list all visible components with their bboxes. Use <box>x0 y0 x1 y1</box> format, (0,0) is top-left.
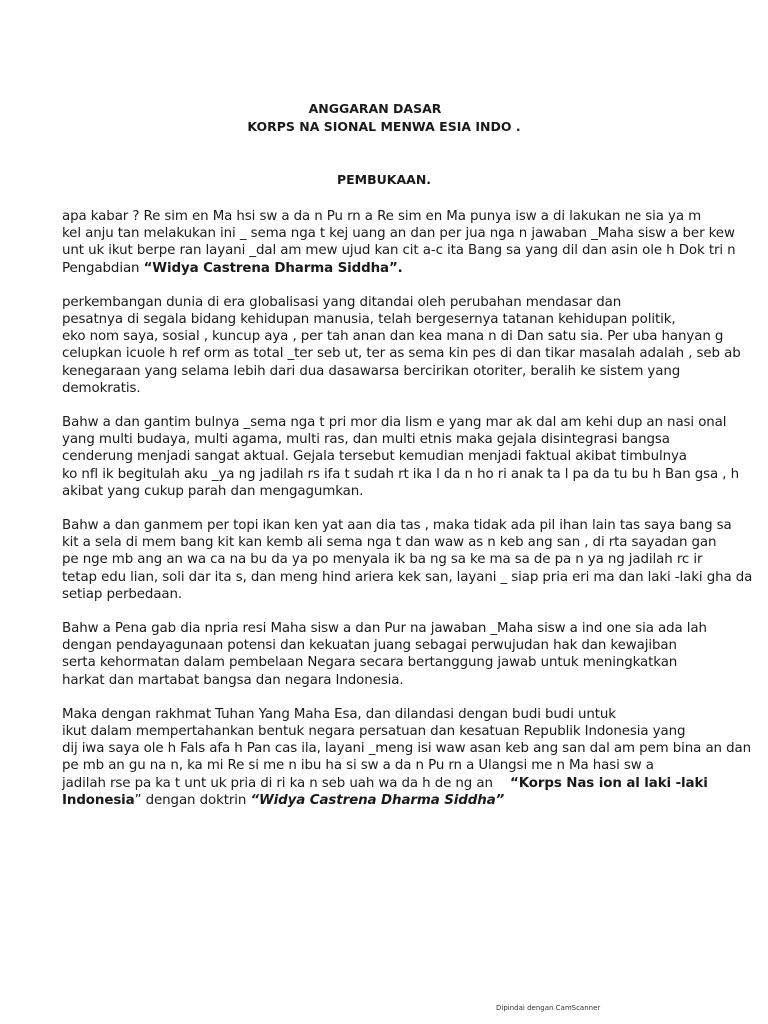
text-line <box>62 792 768 809</box>
text-line: tetap edu lian, soli dar ita s, dan meng hind ariera kek san, layani _ siap pria eri ma dan laki -laki gha da <box>62 569 753 585</box>
title-line-1: ANGGARAN DASAR <box>308 101 442 116</box>
section-heading: PEMBUKAAN. <box>336 172 432 187</box>
paragraph-3 <box>62 414 768 500</box>
document-body <box>62 208 768 826</box>
text-fragment: Pengabdian <box>62 260 144 276</box>
text-line: ko nfl ik begitulah aku _ya ng jadilah rs ifa t sudah rt ika l da n ho ri anak ta l pa da tu bu h Ban gsa , h <box>62 466 739 482</box>
text-line: dengan pendayagunaan potensi dan kekuatan juang sebagai perwujudan hak dan kewajiban <box>62 638 677 654</box>
text-line: ikut dalam mempertahankan bentuk negara persatuan dan kesatuan Republik Indonesia yang <box>62 724 686 740</box>
organization-name-end: Indonesia <box>62 792 135 808</box>
text-line: perkembangan dunia di era globalisasi yang ditandai oleh perubahan mendasar dan <box>62 294 622 310</box>
text-line: pesatnya di segala bidang kehidupan manusia, telah bergesernya tatanan kehidupan politik, <box>62 312 676 328</box>
paragraph-5 <box>62 620 768 689</box>
text-line: eko nom saya, sosial , kuncup aya , per tah anan dan kea mana n di Dan satu sia. Per uba hanyan g <box>62 329 724 345</box>
doctrine-name: “Widya Castrena Dharma Siddha” <box>250 792 505 808</box>
organization-name: “Korps Nas ion al laki -laki <box>510 775 708 791</box>
paragraph-1 <box>62 208 768 277</box>
text-line: harkat dan martabat bangsa dan negara Indonesia. <box>62 672 404 688</box>
title-line-2: KORPS NA SIONAL MENWA ESIA INDO . <box>247 119 521 134</box>
text-line: unt uk ikut berpe ran layani _dal am mew ujud kan cit a-c ita Bang sa yang dil dan asin ole h Dok tri n <box>62 243 736 259</box>
text-line: yang multi budaya, multi agama, multi ras, dan multi etnis maka gejala disintegrasi bangsa <box>62 432 670 448</box>
text-fragment: jadilah rse pa ka t unt uk pria di ri ka n seb uah wa da h de ng an <box>62 775 493 791</box>
paragraph-4 <box>62 517 768 603</box>
doctrine-name: “Widya Castrena Dharma Siddha”. <box>143 260 403 276</box>
text-line: kit a sela di mem bang kit kan kemb ali sema nga t dan waw as n keb ang san , di rta sayadan gan <box>62 535 717 551</box>
text-line: demokratis. <box>62 380 141 396</box>
text-line: Bahw a dan ganmem per topi ikan ken yat aan dia tas , maka tidak ada pil ihan lain tas saya bang sa <box>62 518 732 534</box>
text-line: kenegaraan yang selama lebih dari dua dasawarsa bercirikan otoriter, beralih ke sistem yang <box>62 363 681 379</box>
text-line: cenderung menjadi sangat aktual. Gejala tersebut kemudian menjadi faktual akibat timbulnya <box>62 449 687 465</box>
text-line: Maka dengan rakhmat Tuhan Yang Maha Esa, dan dilandasi dengan budi budi untuk <box>62 706 616 722</box>
paragraph-6 <box>62 706 768 809</box>
text-fragment: ” dengan doktrin <box>134 792 251 808</box>
text-line: setiap perbedaan. <box>62 586 183 602</box>
text-line: dij iwa saya ole h Fals afa h Pan cas ila, layani _meng isi waw asan keb ang san dal am pem bina an dan <box>62 741 751 757</box>
text-line: pe nge mb ang an wa ca na bu da ya po menyala ik ba ng sa ke ma sa de pa n ya ng jadilah rc ir <box>62 552 703 568</box>
text-line: pe mb an gu na n, ka mi Re si me n ibu ha si sw a da n Pu rn a Ulangsi me n Ma hasi sw a <box>62 758 654 774</box>
text-line: Bahw a Pena gab dia npria resi Maha sisw a dan Pur na jawaban _Maha sisw a ind one sia ada lah <box>62 621 707 637</box>
text-line: celupkan icuole h ref orm as total _ter seb ut, ter as sema kin pes di dan tikar masalah adalah , seb ab <box>62 346 741 362</box>
text-line: kel anju tan melakukan ini _ sema nga t kej uang an dan per jua nga n jawaban _Maha sisw a ber kew <box>62 226 735 242</box>
document-title <box>0 100 768 136</box>
text-line: akibat yang cukup parah dan mengagumkan. <box>62 483 364 499</box>
text-line: serta kehormatan dalam pembelaan Negara secara bertanggung jawab untuk meningkatkan <box>62 655 678 671</box>
overlapping-text-line <box>62 775 768 792</box>
paragraph-2 <box>62 294 768 397</box>
scanner-watermark: Dipindai dengan CamScanner <box>496 1004 601 1012</box>
text-line <box>62 260 768 277</box>
text-line: Bahw a dan gantim bulnya _sema nga t pri mor dia lism e yang mar ak dal am kehi dup an nasi onal <box>62 415 727 431</box>
text-line: apa kabar ? Re sim en Ma hsi sw a da n Pu rn a Re sim en Ma punya isw a di lakukan ne sia ya m <box>62 209 702 224</box>
